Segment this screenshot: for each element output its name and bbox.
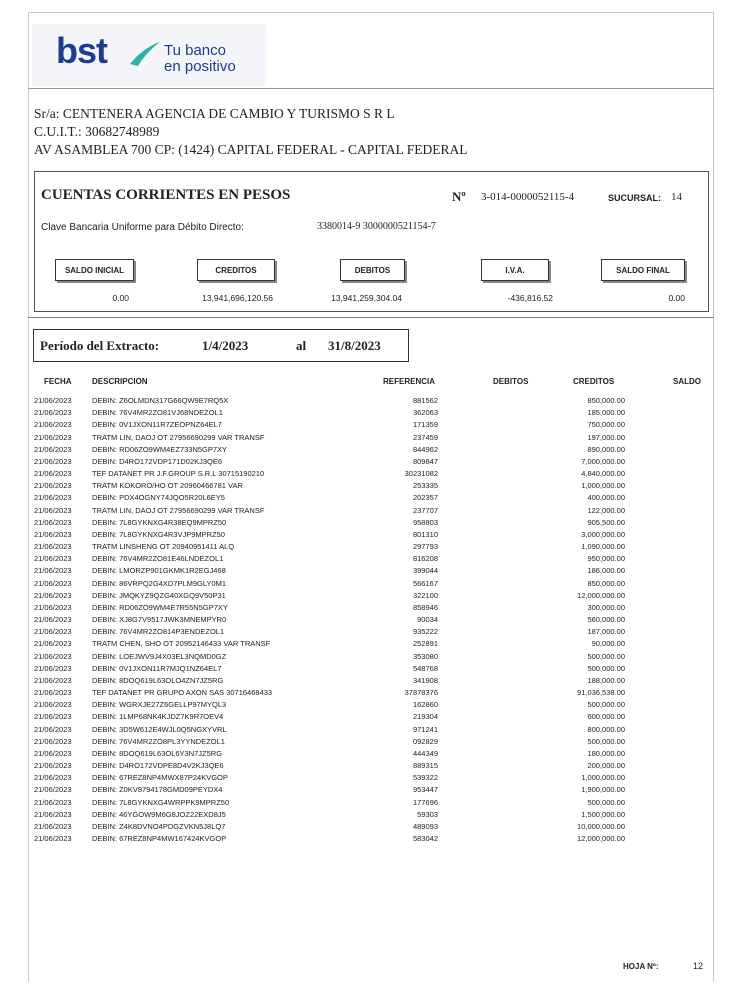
cell-ref: 881562 (412, 396, 438, 405)
account-type-title: CUENTAS CORRIENTES EN PESOS (41, 187, 291, 203)
cell-desc: DEBIN: Z4K8DVNO4PDGZVKN5J8LQ7 (92, 821, 226, 831)
client-cuit: C.U.I.T.: 30682748989 (34, 124, 160, 139)
cell-credit: 890,000.00 (587, 444, 625, 454)
account-number-label: Nº (452, 189, 466, 204)
page-number-label: HOJA Nº: (623, 962, 659, 971)
cell-ref: 889315 (412, 761, 438, 771)
cell-credit: 3,000,000.00 (581, 529, 625, 539)
table-row (0, 712, 730, 724)
cell-ref: 202357 (412, 493, 438, 503)
table-row (0, 469, 730, 481)
cell-credit: 1,000,000.00 (581, 773, 625, 783)
cell-date: 21/06/2023 (34, 444, 72, 454)
col-header-saldo: SALDO (673, 377, 701, 386)
cbu-label: Clave Bancaria Uniforme para Débito Directo: (41, 222, 244, 233)
cell-date: 21/06/2023 (34, 493, 72, 503)
cell-desc: DEBIN: RD06ZO9WM4EZ733N5GP7XY (92, 444, 228, 454)
col-header-descripcion: DESCRIPCION (92, 377, 148, 386)
cell-desc: DEBIN: Z0KV8794178GMD09PEYDX4 (92, 785, 223, 795)
table-row (0, 615, 730, 627)
creditos-value: 13,941,696,120.56 (202, 293, 273, 303)
cell-date: 21/06/2023 (34, 420, 72, 430)
table-row (0, 518, 730, 530)
cell-credit: 1,090,000.00 (581, 542, 625, 552)
cell-date: 21/06/2023 (34, 578, 72, 588)
cell-ref: 583042 (412, 834, 438, 844)
cell-date: 21/06/2023 (34, 773, 72, 783)
cell-date: 21/06/2023 (34, 821, 72, 831)
cell-date: 21/06/2023 (34, 700, 72, 710)
cell-desc: DEBIN: LMORZP901GKMK1R2EGJ468 (92, 566, 226, 576)
table-row (0, 445, 730, 457)
cell-desc: TRATM LINSHENG OT 20940951411 ALQ (92, 542, 235, 552)
table-row (0, 785, 730, 797)
logo-wordmark: bst (56, 30, 107, 71)
cell-desc: TRATM LIN, DAOJ OT 27956690299 VAR TRANSF (92, 432, 265, 442)
account-number: 3-014-0000052115-4 (481, 191, 575, 203)
cell-ref: 297793 (412, 542, 438, 552)
period-to: 31/8/2023 (328, 338, 381, 353)
cell-date: 21/06/2023 (34, 785, 72, 795)
table-row (0, 566, 730, 578)
cell-desc: TRATM CHEN, SHO OT 20952146433 VAR TRANSF (92, 639, 271, 649)
cell-desc: DEBIN: WGRXJE27Z6GELLP97MYQL3 (92, 700, 227, 710)
table-row (0, 639, 730, 651)
cell-credit: 188,000.00 (587, 675, 625, 685)
cell-date: 21/06/2023 (34, 529, 72, 539)
table-row (0, 725, 730, 737)
table-row (0, 579, 730, 591)
cell-date: 21/06/2023 (34, 481, 72, 491)
table-row (0, 810, 730, 822)
cell-ref: 177696 (412, 797, 438, 807)
cell-credit: 800,000.00 (587, 724, 625, 734)
period-al: al (296, 338, 307, 353)
cell-desc: DEBIN: PDX4OGNY74JQO5R20L6EY5 (92, 493, 225, 503)
cell-ref: 362063 (412, 408, 438, 418)
table-row (0, 530, 730, 542)
cell-credit: 1,900,000.00 (581, 785, 625, 795)
page-number: 12 (693, 961, 704, 971)
cell-ref: 171359 (412, 420, 438, 430)
table-row (0, 542, 730, 554)
cell-ref: 958803 (412, 517, 438, 527)
cell-date: 21/06/2023 (34, 688, 72, 698)
cell-credit: 1,000,000.00 (581, 481, 625, 491)
cell-ref: 935222 (412, 627, 438, 637)
cell-date: 21/06/2023 (34, 432, 72, 442)
cell-ref: 844962 (412, 444, 438, 454)
cell-date: 21/06/2023 (34, 651, 72, 661)
cell-date: 21/06/2023 (34, 590, 72, 600)
cell-desc: DEBIN: RD06ZO9WM4E7R55N5GP7XY (92, 602, 228, 612)
cell-credit: 905,500.00 (587, 517, 625, 527)
cell-ref: 353080 (412, 651, 438, 661)
table-row (0, 603, 730, 615)
cell-desc: TRATM KOKORO/HO OT 20960466781 VAR (92, 481, 243, 491)
cell-credit: 7,000,000.00 (581, 456, 625, 466)
cell-date: 21/06/2023 (34, 505, 72, 515)
cell-credit: 187,000.00 (587, 627, 625, 637)
cell-date: 21/06/2023 (34, 469, 72, 479)
cell-ref: 219304 (412, 712, 438, 722)
cell-date: 21/06/2023 (34, 797, 72, 807)
cell-date: 21/06/2023 (34, 542, 72, 552)
cell-date: 21/06/2023 (34, 554, 72, 564)
table-row (0, 433, 730, 445)
table-row (0, 700, 730, 712)
cell-credit: 500,000.00 (587, 700, 625, 710)
cell-credit: 90,000.00 (591, 639, 625, 649)
cell-credit: 600,000.00 (587, 712, 625, 722)
saldo-inicial-header: SALDO INICIAL (55, 259, 134, 281)
cell-date: 21/06/2023 (34, 724, 72, 734)
logo-tagline-2: en positivo (164, 58, 236, 75)
period-from: 1/4/2023 (202, 338, 249, 353)
cell-desc: DEBIN: JMQKYZ9QZG40XGQ9V50P31 (92, 590, 226, 600)
table-row (0, 688, 730, 700)
table-row (0, 506, 730, 518)
table-row (0, 396, 730, 408)
cell-credit: 750,000.00 (587, 420, 625, 430)
creditos-header: CREDITOS (197, 259, 275, 281)
cell-desc: DEBIN: 8DOQ619L63OLO4ZN7JZ5RG (92, 675, 224, 685)
cell-desc: TEF DATANET PR J.F.GROUP S.R.L 30715190210 (92, 469, 265, 479)
cell-desc: DEBIN: 76V4MR2ZO81VJ68NDEZOL1 (92, 408, 223, 418)
col-header-fecha: FECHA (44, 377, 72, 386)
cell-desc: DEBIN: 76V4MR2ZO8PL3YYNDEZOL1 (92, 736, 225, 746)
cell-ref: 816208 (412, 554, 438, 564)
cell-desc: TEF DATANET PR GRUPO AXON SAS 30716468433 (92, 688, 273, 698)
cell-date: 21/06/2023 (34, 748, 72, 758)
cell-date: 21/06/2023 (34, 663, 72, 673)
col-header-debitos: DEBITOS (493, 377, 529, 386)
account-summary-box (34, 171, 709, 312)
cell-credit: 180,000.00 (587, 748, 625, 758)
table-row (0, 420, 730, 432)
bank-logo (32, 24, 266, 86)
cell-date: 21/06/2023 (34, 615, 72, 625)
client-name: Sr/a: CENTENERA AGENCIA DE CAMBIO Y TURISMO S R L (34, 106, 395, 121)
cell-credit: 200,000.00 (587, 761, 625, 771)
cell-ref: 489093 (412, 821, 438, 831)
cell-desc: DEBIN: LOEJWV9J4X03EL3NQMD0GZ (92, 651, 227, 661)
cell-date: 21/06/2023 (34, 761, 72, 771)
cell-credit: 197,000.00 (587, 432, 625, 442)
table-row (0, 493, 730, 505)
cell-ref: 858946 (412, 602, 438, 612)
cell-credit: 12,000,000.00 (577, 590, 625, 600)
cell-ref: 90034 (417, 615, 438, 625)
cell-credit: 400,000.00 (587, 493, 625, 503)
table-row (0, 737, 730, 749)
cell-desc: DEBIN: 7L8GYKNXG4R38EQ9MPRZ50 (92, 517, 227, 527)
cell-desc: DEBIN: 0V1JXON11R7MJQ1NZ64EL7 (92, 663, 222, 673)
cell-ref: 971241 (412, 724, 438, 734)
cell-credit: 4,840,000.00 (581, 469, 625, 479)
table-row (0, 652, 730, 664)
cell-date: 21/06/2023 (34, 566, 72, 576)
cell-ref: 548768 (412, 663, 438, 673)
cell-desc: DEBIN: 67REZ8NP4MWX87P24KVGOP (92, 773, 228, 783)
cell-ref: 444349 (412, 748, 438, 758)
table-row (0, 834, 730, 846)
table-row (0, 773, 730, 785)
cell-credit: 185,000.00 (587, 408, 625, 418)
cell-desc: DEBIN: 0V1JXON11R7ZEOPNZ64EL7 (92, 420, 222, 430)
cbu-value: 3380014-9 3000000521154-7 (317, 221, 436, 232)
cell-date: 21/06/2023 (34, 639, 72, 649)
cell-ref: 59303 (417, 809, 438, 819)
cell-date: 21/06/2023 (34, 809, 72, 819)
cell-date: 21/06/2023 (34, 627, 72, 637)
table-row (0, 822, 730, 834)
cell-credit: 122,000.00 (587, 505, 625, 515)
page-border-top (28, 12, 714, 13)
iva-value: -436,816.52 (507, 293, 553, 303)
table-row (0, 554, 730, 566)
table-row (0, 627, 730, 639)
cell-ref: 237459 (412, 432, 438, 442)
cell-credit: 500,000.00 (587, 663, 625, 673)
period-box (33, 329, 409, 362)
cell-desc: DEBIN: 7L8GYKNXG4R3VJP9MPRZ50 (92, 529, 225, 539)
cell-desc: DEBIN: 3D5W612E4WJL0Q5NGXYVRL (92, 724, 227, 734)
cell-ref: 237707 (412, 505, 438, 515)
cell-desc: DEBIN: 76V4MR2ZO81E46LNDEZOL1 (92, 554, 224, 564)
cell-desc: DEBIN: 67REZ8NP4MW167424KVGOP (92, 834, 227, 844)
cell-ref: 539322 (412, 773, 438, 783)
cell-ref: 30231082 (404, 469, 438, 479)
table-row (0, 749, 730, 761)
client-address: AV ASAMBLEA 700 CP: (1424) CAPITAL FEDERAL - CAPITAL FEDERAL (34, 142, 468, 157)
cell-ref: 341908 (412, 675, 438, 685)
debitos-value: 13,941,259,304.04 (331, 293, 402, 303)
cell-credit: 186,000.00 (587, 566, 625, 576)
branch-label: SUCURSAL: (608, 193, 661, 203)
table-row (0, 676, 730, 688)
cell-credit: 10,000,000.00 (577, 821, 625, 831)
saldo-final-value: 0.00 (668, 293, 685, 303)
cell-desc: DEBIN: D4RO172VDP171D02KJ3QE6 (92, 456, 223, 466)
table-row (0, 457, 730, 469)
table-row (0, 798, 730, 810)
cell-ref: 399044 (412, 566, 438, 576)
header-divider (28, 88, 714, 89)
cell-credit: 500,000.00 (587, 736, 625, 746)
cell-date: 21/06/2023 (34, 602, 72, 612)
cell-ref: 809847 (412, 456, 438, 466)
table-row (0, 481, 730, 493)
cell-ref: 252891 (412, 639, 438, 649)
branch-number: 14 (671, 191, 682, 203)
debitos-header: DEBITOS (340, 259, 405, 281)
cell-desc: DEBIN: 76V4MR2ZO814P3ENDEZOL1 (92, 627, 225, 637)
cell-desc: DEBIN: D4RO172VDPE8D4V2KJ3QE6 (92, 761, 224, 771)
section-divider (28, 317, 714, 318)
table-row (0, 664, 730, 676)
table-row (0, 591, 730, 603)
iva-header: I.V.A. (481, 259, 549, 281)
cell-desc: DEBIN: Z6OLMDN317G66QW9E7RQ5X (92, 396, 229, 405)
cell-credit: 91,036,538.00 (577, 688, 625, 698)
cell-desc: DEBIN: 46YGOW9M6G8JOZ22EXD8J5 (92, 809, 226, 819)
cell-desc: TRATM LIN, DAOJ OT 27956690299 VAR TRANSF (92, 505, 265, 515)
cell-credit: 950,000.00 (587, 554, 625, 564)
cell-ref: 322100 (412, 590, 438, 600)
period-label: Período del Extracto: (40, 338, 160, 353)
col-header-creditos: CREDITOS (573, 377, 615, 386)
cell-credit: 500,000.00 (587, 797, 625, 807)
cell-credit: 850,000.00 (587, 578, 625, 588)
saldo-inicial-value: 0.00 (112, 293, 129, 303)
cell-date: 21/06/2023 (34, 736, 72, 746)
cell-ref: 253335 (412, 481, 438, 491)
cell-desc: DEBIN: XJ8G7V9517JWK3MNEMPYR0 (92, 615, 227, 625)
cell-credit: 500,000.00 (587, 651, 625, 661)
cell-date: 21/06/2023 (34, 675, 72, 685)
cell-date: 21/06/2023 (34, 456, 72, 466)
cell-desc: DEBIN: 86VRPQ2G4XD7PLM9GLY0M1 (92, 578, 227, 588)
logo-swoosh-icon (128, 38, 162, 68)
cell-desc: DEBIN: 1LMP68NK4KJDZ7K9R7OEV4 (92, 712, 224, 722)
cell-date: 21/06/2023 (34, 712, 72, 722)
cell-ref: 566167 (412, 578, 438, 588)
cell-ref: 162860 (412, 700, 438, 710)
cell-ref: 092829 (412, 736, 438, 746)
cell-date: 21/06/2023 (34, 396, 72, 405)
logo-tagline-1: Tu banco (164, 42, 226, 59)
cell-credit: 850,000.00 (587, 396, 625, 405)
cell-date: 21/06/2023 (34, 517, 72, 527)
cell-desc: DEBIN: 7L8GYKNXG4WRPPK9MPRZ50 (92, 797, 230, 807)
cell-ref: 37878376 (404, 688, 438, 698)
saldo-final-header: SALDO FINAL (601, 259, 685, 281)
cell-credit: 300,000.00 (587, 602, 625, 612)
table-row (0, 408, 730, 420)
col-header-referencia: REFERENCIA (383, 377, 436, 386)
cell-date: 21/06/2023 (34, 834, 72, 844)
cell-credit: 1,500,000.00 (581, 809, 625, 819)
cell-credit: 12,000,000.00 (577, 834, 625, 844)
cell-date: 21/06/2023 (34, 408, 72, 418)
table-row (0, 761, 730, 773)
cell-ref: 801310 (412, 529, 438, 539)
cell-ref: 953447 (412, 785, 438, 795)
cell-desc: DEBIN: 8DOQ619L63OL6Y3N7JZ5RG (92, 748, 223, 758)
cell-credit: 560,000.00 (587, 615, 625, 625)
